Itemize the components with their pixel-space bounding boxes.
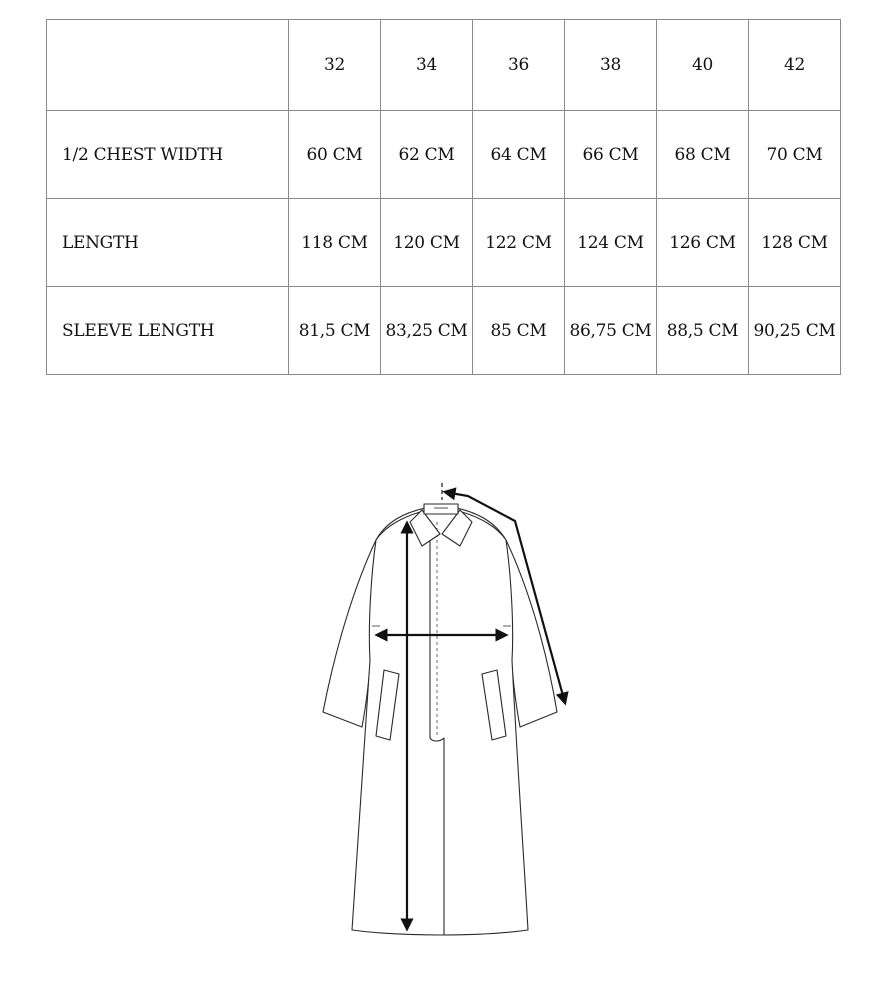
row-label: SLEEVE LENGTH — [47, 287, 289, 375]
measurement-cell: 83,25 CM — [381, 287, 473, 375]
size-header-cell: 36 — [473, 20, 565, 111]
row-label: LENGTH — [47, 199, 289, 287]
coat-collar-stand — [424, 504, 458, 514]
measurement-cell: 120 CM — [381, 199, 473, 287]
size-header-cell: 42 — [749, 20, 841, 111]
measurement-cell: 68 CM — [657, 111, 749, 199]
measurement-cell: 122 CM — [473, 199, 565, 287]
coat-drawing — [323, 504, 557, 935]
measurement-cell: 126 CM — [657, 199, 749, 287]
measurement-cell: 118 CM — [289, 199, 381, 287]
size-header-cell: 38 — [565, 20, 657, 111]
measurement-cell: 88,5 CM — [657, 287, 749, 375]
measurement-cell: 64 CM — [473, 111, 565, 199]
size-header-cell: 34 — [381, 20, 473, 111]
row-label: 1/2 CHEST WIDTH — [47, 111, 289, 199]
measurement-cell: 124 CM — [565, 199, 657, 287]
measurement-cell: 90,25 CM — [749, 287, 841, 375]
measurement-cell: 128 CM — [749, 199, 841, 287]
measurement-cell: 86,75 CM — [565, 287, 657, 375]
size-header-cell: 40 — [657, 20, 749, 111]
measurement-cell: 60 CM — [289, 111, 381, 199]
measurement-cell: 81,5 CM — [289, 287, 381, 375]
measurement-cell: 66 CM — [565, 111, 657, 199]
measurement-cell: 85 CM — [473, 287, 565, 375]
size-header-cell: 32 — [289, 20, 381, 111]
measurement-cell: 62 CM — [381, 111, 473, 199]
measurement-cell: 70 CM — [749, 111, 841, 199]
